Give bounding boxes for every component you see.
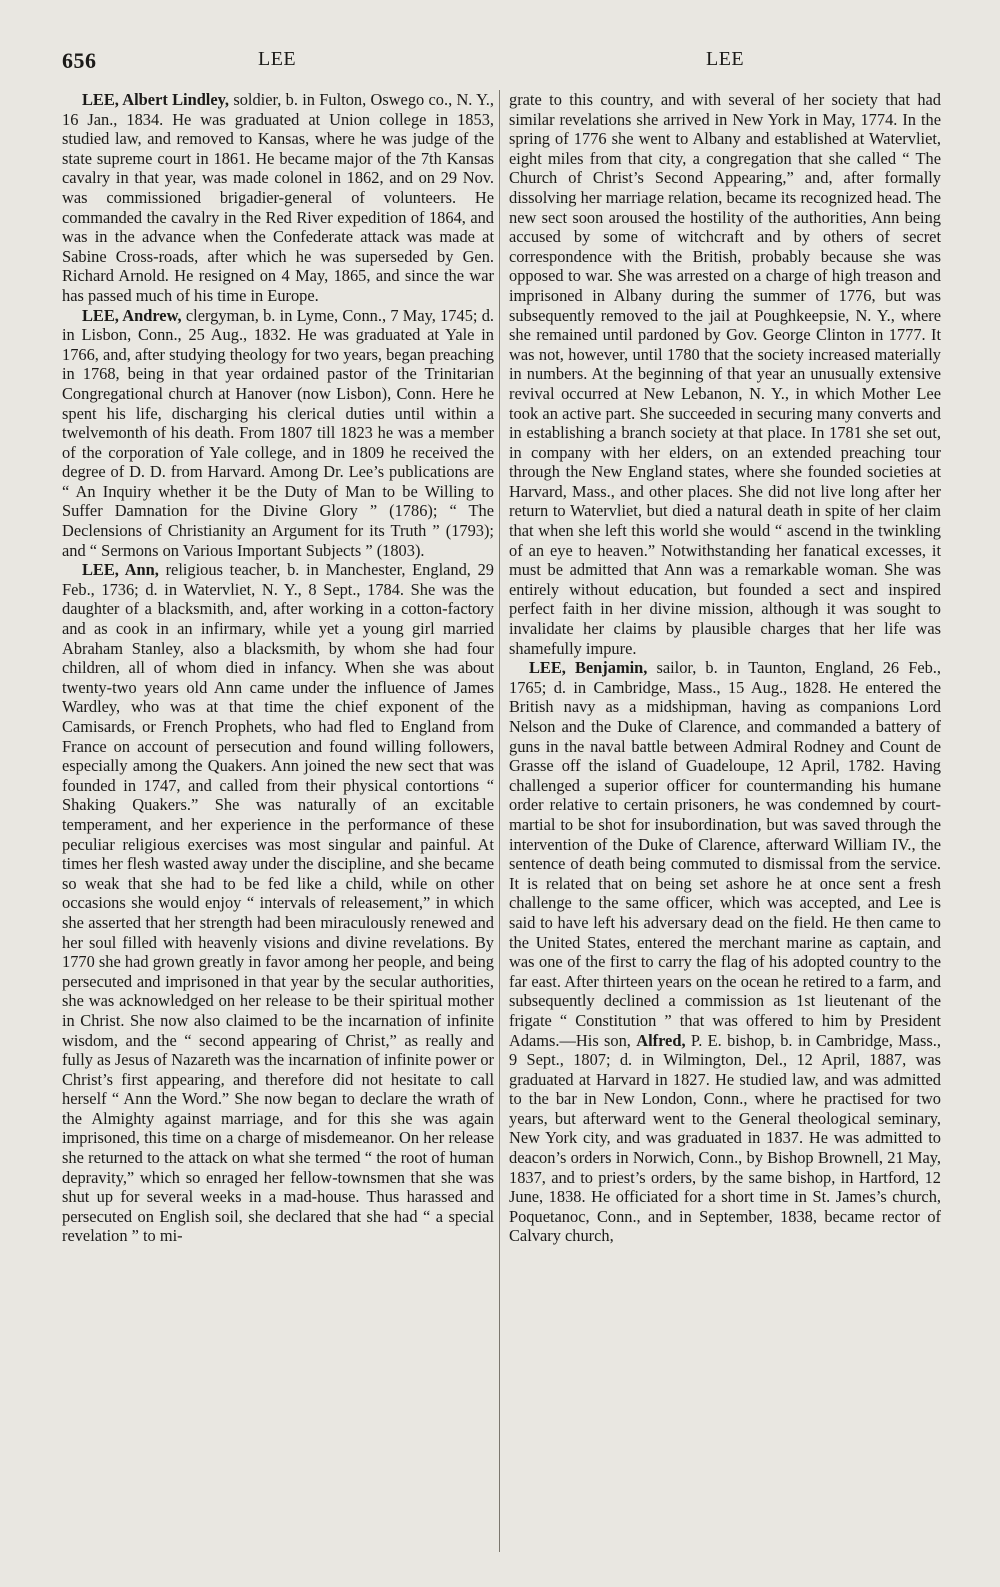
right-running-head: LEE <box>706 48 745 70</box>
entry-albert-lindley-lee <box>62 90 494 306</box>
column-divider <box>499 90 500 1552</box>
sub-entry-headword: Alfred, <box>636 1030 686 1050</box>
entry-ann-lee-continued: grate to this country, and with several of her society that had similar revelations she arrived in New York in May, 1774. In the spring of 1776 she went to Albany and established at Watervliet, eight miles from that city, a congregation that she called “ The Church of Christ’s Second Appearing,” and, after formally dissolving her marriage relation, became its recognized head. The new sect soon aroused the hostility of the authorities, Ann being accused by some of witchcraft and by others of secret correspondence with the British, probably because she was opposed to war. She was arrested on a charge of high treason and imprisoned in Albany during the summer of 1776, but was subsequently removed to the jail at Poughkeepsie, N. Y., where she remained until pardoned by Gov. George Clinton in 1777. It was not, however, until 1780 that the society increased materially in numbers. At the beginning of that year an unusually extensive revival occurred at New Lebanon, N. Y., in which Mother Lee took an active part. She succeeded in securing many converts and in establishing a branch society at that place. In 1781 she set out, in company with her elders, on an extended preaching tour through the New England states, where she founded societies at Harvard, Mass., and other places. She did not live long after her return to Watervliet, but died a natural death in spite of her claim that when she left this world she would “ ascend in the twinkling of an eye to heaven.” Notwithstanding her fanatical excesses, it must be admitted that Ann was a remarkable woman. She was entirely without education, but founded a sect and inspired perfect faith in her divine mission, although it was sought to invalidate her claims by plausible charges that her life was shamefully impure. <box>509 90 941 658</box>
entry-headword: LEE, Benjamin, <box>529 658 648 678</box>
entry-body: sailor, b. in Taunton, England, 26 Feb., 1765; d. in Cambridge, Mass., 15 Aug., 1828. He entered the British navy as a midshipman, having as companions Lord Nelson and the Duke of Clarence, and commanded a battery of guns in the naval battle between Admiral Rodney and Count de Grasse off the island of Guadeloupe, 12 April, 1782. Having challenged a superior officer for countermanding his humane order relative to certain prisoners, he was condemned by court-martial to be shot for insubordination, but was saved through the intervention of the Duke of Clarence, afterward William IV., the sentence of death being commuted to dismissal from the service. It is related that on being set ashore he at once sent a fresh challenge to the same officer, which was accepted, and Lee is said to have left his adversary dead on the field. He then came to the United States, entered the merchant marine as captain, and was one of the first to carry the flag of his adopted country to the far east. After thirteen years on the ocean he retired to a farm, and subsequently declined a commission as 1st lieutenant of the frigate “ Constitution ” that was offered to him by President Adams.—His son, <box>509 658 941 1050</box>
entry-body: clergyman, b. in Lyme, Conn., 7 May, 1745; d. in Lisbon, Conn., 25 Aug., 1832. He was graduated at Yale in 1766, and, after studying theology for two years, began preaching in 1768, being in that year ordained pastor of the Trinitarian Congregational church at Hanover (now Lisbon), Conn. Here he spent his life, discharging his clerical duties until within a twelvemonth of his death. From 1807 till 1823 he was a member of the corporation of Yale college, and in 1809 he received the degree of D. D. from Harvard. Among Dr. Lee’s publications are “ An Inquiry whether it be the Duty of Man to be Willing to Suffer Damnation for the Divine Glory ” (1786); “ The Declensions of Christianity an Argument for its Truth ” (1793); and “ Sermons on Various Important Subjects ” (1803). <box>62 305 494 560</box>
entry-headword: LEE, Ann, <box>82 560 159 580</box>
entry-andrew-lee <box>62 306 494 561</box>
running-header <box>0 40 1000 80</box>
entry-headword: LEE, Andrew, <box>82 305 182 325</box>
entry-headword: LEE, Albert Lindley, <box>82 90 230 109</box>
entry-body: religious teacher, b. in Manchester, England, 29 Feb., 1736; d. in Watervliet, N. Y., 8 Sept., 1784. She was the daughter of a blacksmith, and, after working in a cotton-factory and as cook in an infirmary, while yet a young girl married Abraham Stanley, also a blacksmith, by whom she had four children, all of whom died in infancy. When she was about twenty-two years old Ann came under the influence of James Wardley, who was at that time the chief exponent of the Camisards, or French Prophets, who had fled to England from France on account of persecution and found willing followers, especially among the Quakers. Ann joined the new sect that was founded in 1747, and called from their physical contortions “ Shaking Quakers.” She was naturally of an excitable temperament, and her experience in the performance of these peculiar religious exercises was most singular and painful. At times her flesh wasted away under the discipline, and she became so weak that she had to be fed like a child, while on other occasions she would enjoy “ intervals of releasement,” in which she asserted that her strength had been miraculously renewed and her soul filled with heavenly visions and divine revelations. By 1770 she had grown greatly in favor among her people, and being persecuted and imprisoned in that year by the secular authorities, she was acknowledged on her release to be their spiritual mother in Christ. She now also claimed to be the incarnation of infinite wisdom, and the “ second appearing of Christ,” as really and fully as Jesus of Nazareth was the incarnation of infinite power or Christ’s first appearing, and therefore did not hesitate to call herself “ Ann the Word.” She now began to declare the wrath of the Almighty against marriage, and for this she was again imprisoned, this time on a charge of misdemeanor. On her release she returned to the attack on what she termed “ the root of human depravity,” which so enraged her fellow-townsmen that she was shut up for several weeks in a mad-house. Thus harassed and persecuted on English soil, she declared that she had “ a special revelation ” to mi- <box>62 560 494 1246</box>
left-column <box>62 90 494 1560</box>
entry-benjamin-lee <box>509 658 941 1246</box>
right-column <box>509 90 941 1560</box>
sub-entry-body: P. E. bishop, b. in Cambridge, Mass., 9 Sept., 1807; d. in Wilmington, Del., 12 April, 1887, was graduated at Harvard in 1827. He studied law, and was admitted to the bar in New London, Conn., where he practised for two years, but afterward went to the General theological seminary, New York city, and was graduated in 1837. He was admitted to deacon’s orders in Norwich, Conn., by Bishop Brownell, 21 May, 1837, and to priest’s orders, by the same bishop, in Hartford, 12 June, 1838. He officiated for a short time in St. James’s church, Poquetanoc, Conn., and in September, 1838, became rector of Calvary church, <box>509 1030 941 1246</box>
page-number: 656 <box>62 48 97 73</box>
left-running-head: LEE <box>258 48 297 70</box>
entry-ann-lee <box>62 560 494 1246</box>
entry-body: soldier, b. in Fulton, Oswego co., N. Y., 16 Jan., 1834. He was graduated at Union college in 1853, studied law, and removed to Kansas, where he was judge of the state supreme court in 1861. He became major of the 7th Kansas cavalry in that year, was made colonel in 1862, and on 29 Nov. was commissioned brigadier-general of volunteers. He commanded the cavalry in the Red River expedition of 1864, and was in the advance when the Confederate attack was made at Sabine Cross-roads, after which he was superseded by Gen. Richard Arnold. He resigned on 4 May, 1865, and since the war has passed much of his time in Europe. <box>62 90 494 305</box>
